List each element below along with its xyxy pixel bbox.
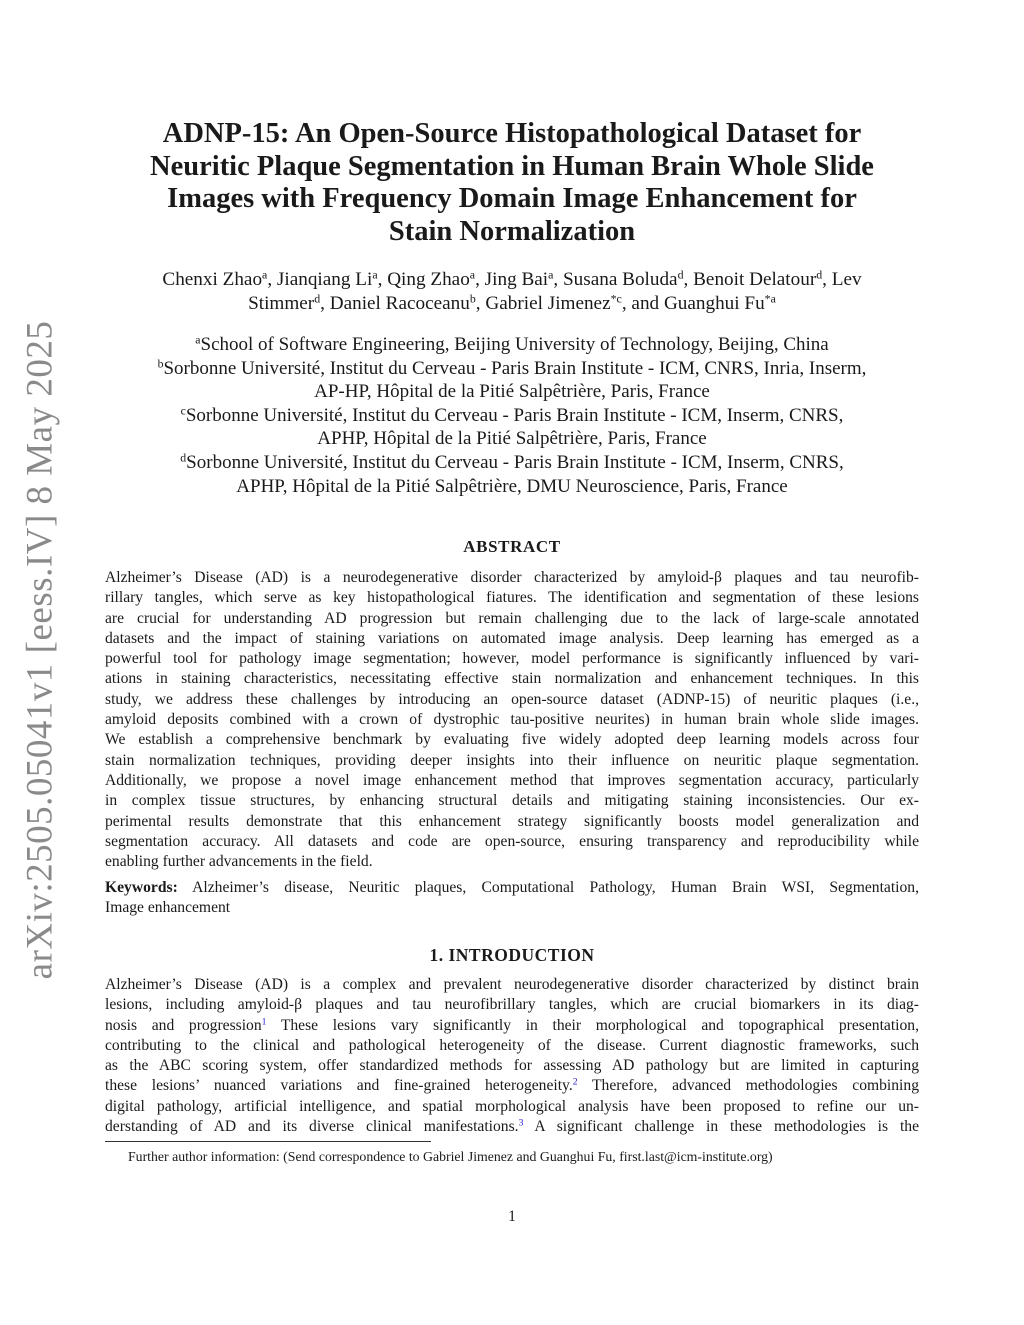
- author-line: Stimmer$^d$, Daniel Racoceanu$^b$, Gabriel Jimenez$^{*c}$, and Guanghui Fu$^{*a}$: [248, 291, 776, 314]
- author-affiliation-mark: a: [372, 267, 378, 282]
- intro-line: [105, 1117, 919, 1137]
- affiliation-mark: d: [180, 451, 187, 465]
- abstract-line: Alzheimer’s Disease (AD) is a neurodegenerative disorder characterized by amyloid-β plaques and tau neurofib-: [105, 569, 919, 586]
- page-number: 1: [508, 1208, 516, 1225]
- abstract-heading: ABSTRACT: [463, 537, 561, 556]
- keywords-text: Alzheimer’s disease, Neuritic plaques, Computational Pathology, Human Brain WSI, Segmentation,: [192, 879, 920, 896]
- abstract-line: ations in staining characteristics, necessitating effective stain normalization and enhancement techniques. In this: [105, 670, 919, 688]
- intro-text: A significant challenge in these methodologies is the: [523, 1118, 919, 1136]
- author-affiliation-mark: d: [677, 267, 684, 282]
- author-affiliation-mark: *a: [764, 291, 776, 306]
- keywords-line: Image enhancement: [105, 899, 231, 917]
- author-name: Gabriel Jimenez: [485, 293, 611, 314]
- intro-line: lesions, including amyloid-β plaques and tau neurofibrillary tangles, which are crucial biomarkers in its diag-: [105, 996, 919, 1014]
- author-name: Guanghui Fu: [663, 293, 765, 314]
- title-line: Neuritic Plaque Segmentation in Human Brain Whole Slide: [150, 150, 874, 182]
- author-name-first-part: Lev: [831, 269, 862, 290]
- affiliation-line: [90, 451, 934, 475]
- abstract-line: Additionally, we propose a novel image enhancement method that improves segmentation accuracy, particularly: [105, 771, 919, 789]
- intro-line: Alzheimer’s Disease (AD) is a complex and prevalent neurodegenerative disorder characterized by distinct brain: [105, 976, 919, 993]
- author-line: Chenxi Zhao$^a$, Jianqiang Li$^a$, Qing Zhao$^a$, Jing Bai$^a$, Susana Boluda$^d$, Benoit Delatour$^d$, Lev: [162, 267, 862, 290]
- title-line: Images with Frequency Domain Image Enhancement for: [167, 183, 857, 214]
- intro-line: contributing to the clinical and pathological heterogeneity of the disease. Current diagnostic frameworks, such: [105, 1036, 919, 1054]
- affiliation-mark: b: [157, 357, 164, 371]
- affiliation-mark: c: [180, 404, 186, 418]
- keywords-label: Keywords:: [105, 879, 178, 896]
- affiliation-line: APHP, Hôpital de la Pitié Salpêtrière, Paris, France: [317, 428, 707, 450]
- author-name: Jing Bai: [484, 269, 549, 290]
- affiliation-mark: a: [195, 333, 201, 347]
- author-name: Jianqiang Li: [276, 269, 373, 290]
- abstract-line: rillary tangles, which serve as key histopathological fiatures. The identification and segmentation of these lesions: [105, 589, 919, 607]
- affiliation-line: [90, 333, 934, 357]
- author-affiliation-mark: d: [314, 291, 321, 306]
- affiliation-line: APHP, Hôpital de la Pitié Salpêtrière, DMU Neuroscience, Paris, France: [236, 475, 788, 497]
- affiliation-line: [90, 404, 934, 428]
- author-affiliation-mark: d: [816, 267, 823, 282]
- intro-text: these lesions’ nuanced variations and fine-grained heterogeneity.: [105, 1077, 573, 1095]
- footnote-author-info: Further author information: (Send correspondence to Gabriel Jimenez and Guanghui Fu, first.last@icm-institute.org): [128, 1149, 773, 1164]
- author-name: Daniel Racoceanu: [329, 293, 470, 314]
- author-conjunction: and: [631, 293, 660, 314]
- citation-link[interactable]: 1: [261, 1016, 267, 1028]
- abstract-line: stain normalization techniques, providing deeper insights into their influence on neuritic plaque segmentation.: [105, 751, 919, 769]
- intro-line: [105, 1076, 919, 1096]
- abstract-line: amyloid deposits combined with a crown of dystrophic tau-positive neurites) in human brain whole slide images.: [105, 711, 919, 729]
- intro-line: as the ABC scoring system, offer standardized methods for assessing AD pathology but are limited in capturing: [105, 1057, 919, 1075]
- author-affiliation-mark: a: [548, 267, 554, 282]
- intro-text: Therefore, advanced methodologies combining: [577, 1077, 919, 1095]
- section-heading-introduction: 1. INTRODUCTION: [429, 945, 595, 965]
- affiliation-line: AP-HP, Hôpital de la Pitié Salpêtrière, Paris, France: [314, 381, 710, 403]
- abstract-line: enabling further advancements in the field.: [105, 853, 373, 871]
- abstract-body: [105, 568, 919, 872]
- abstract-line: datasets and the impact of staining variations on automated image analysis. Deep learning has emerged as a: [105, 629, 919, 647]
- affiliation-text: Sorbonne Université, Institut du Cerveau - Paris Brain Institute - ICM, Inserm, CNRS,: [185, 404, 844, 426]
- arxiv-identifier[interactable]: arXiv:2505.05041v1 [eess.IV] 8 May 2025: [19, 320, 61, 980]
- intro-text: nosis and progression: [105, 1016, 262, 1034]
- intro-line: [105, 1016, 919, 1036]
- abstract-line: in complex tissue structures, by enhancing structural details and mitigating staining inconsistencies. Our ex-: [105, 792, 919, 810]
- affiliation-text: Sorbonne Université, Institut du Cerveau - Paris Brain Institute - ICM, CNRS, Inria, Inserm,: [163, 357, 867, 379]
- author-name: Benoit Delatour: [693, 269, 817, 290]
- title-line: ADNP-15: An Open-Source Histopathological Dataset for: [162, 118, 862, 149]
- author-name: Chenxi Zhao: [162, 269, 263, 290]
- abstract-line: We establish a comprehensive benchmark by evaluating five widely adopted deep learning models across four: [105, 731, 919, 749]
- author-affiliation-mark: a: [262, 267, 268, 282]
- keywords-line: [105, 878, 919, 898]
- author-affiliation-mark: a: [469, 267, 476, 282]
- abstract-line: segmentation accuracy. All datasets and code are open-source, ensuring transparency and reproducibility while: [105, 832, 919, 850]
- footnote-divider: [105, 1141, 431, 1142]
- introduction-body: [105, 975, 919, 1137]
- author-name-second-part: Stimmer: [248, 293, 315, 314]
- abstract-line: are crucial for understanding AD progression but remain challenging due to the lack of large-scale annotated: [105, 609, 919, 627]
- abstract-line: powerful tool for pathology image segmentation; however, model performance is significantly influenced by vari-: [105, 650, 919, 668]
- affiliation-text: Sorbonne Université, Institut du Cerveau - Paris Brain Institute - ICM, Inserm, CNRS,: [186, 451, 844, 473]
- citation-link[interactable]: 3: [518, 1117, 524, 1129]
- keywords-section: [105, 878, 919, 919]
- abstract-line: perimental results demonstrate that this enhancement strategy significantly boosts model generalization and: [105, 812, 919, 830]
- citation-link[interactable]: 2: [572, 1077, 578, 1089]
- affiliation-list: [90, 333, 934, 498]
- author-name: Qing Zhao: [387, 269, 470, 290]
- title-line: Stain Normalization: [388, 215, 636, 247]
- author-name: Susana Boluda: [562, 269, 678, 290]
- author-list: [100, 268, 924, 316]
- abstract-line: study, we address these challenges by introducing an open-source dataset (ADNP-15) of neuritic plaques (i.e.,: [105, 690, 919, 708]
- intro-line: digital pathology, artificial intelligence, and spatial morphological analysis have been proposed to refine our un-: [105, 1097, 919, 1115]
- intro-text: derstanding of AD and its diverse clinical manifestations.: [105, 1118, 519, 1136]
- author-affiliation-mark: b: [469, 291, 476, 306]
- affiliation-text: School of Software Engineering, Beijing University of Technology, Beijing, China: [200, 334, 829, 355]
- intro-text: These lesions vary significantly in their morphological and topographical presentation,: [266, 1016, 919, 1034]
- paper-title: [100, 118, 924, 248]
- affiliation-line: [90, 357, 934, 381]
- author-affiliation-mark: *c: [610, 291, 622, 306]
